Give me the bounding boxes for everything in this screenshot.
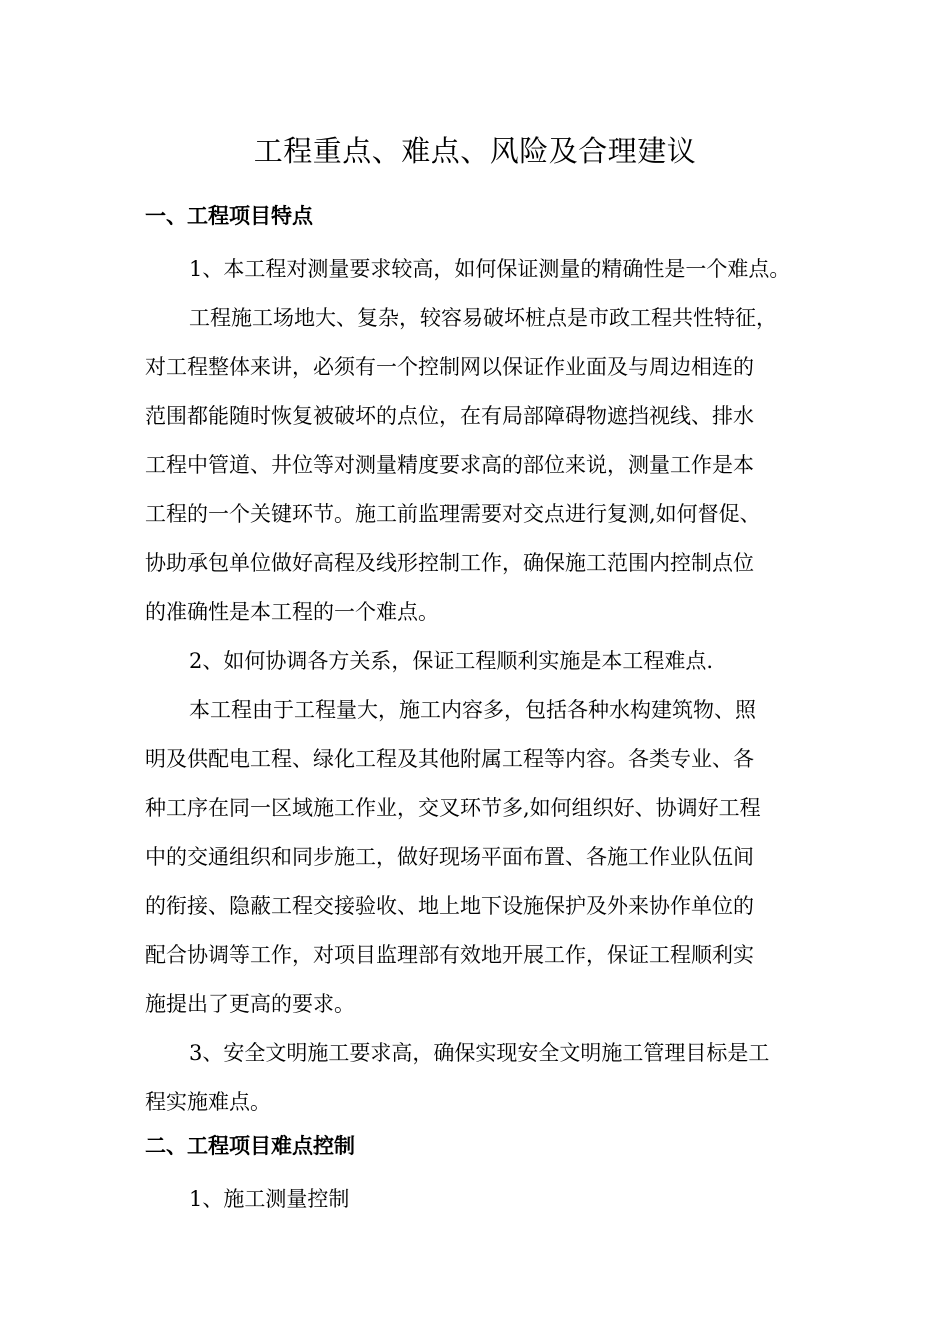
paragraph-2-line: 工程的一个关键环节。施工前监理需要对交点进行复测,如何督促、: [145, 502, 761, 526]
section-1-heading: 一、工程项目特点: [145, 204, 313, 228]
paragraph-5-line: 3、安全文明施工要求高，确保实现安全文明施工管理目标是工: [189, 1041, 770, 1065]
paragraph-2-line: 协助承包单位做好高程及线形控制工作，确保施工范围内控制点位: [145, 551, 754, 575]
paragraph-5: [145, 1029, 817, 1127]
section-2-heading: 二、工程项目难点控制: [145, 1134, 355, 1158]
paragraph-4-line: 配合协调等工作，对项目监理部有效地开展工作，保证工程顺利实: [145, 943, 754, 967]
paragraph-3: 2、如何协调各方关系，保证工程顺利实施是本工程难点.: [189, 649, 714, 673]
paragraph-4-line: 施提出了更高的要求。: [145, 992, 355, 1016]
paragraph-2-line: 范围都能随时恢复被破坏的点位，在有局部障碍物遮挡视线、排水: [145, 404, 754, 428]
paragraph-2-line: 对工程整体来讲，必须有一个控制网以保证作业面及与周边相连的: [145, 355, 754, 379]
paragraph-2-line: 工程施工场地大、复杂，较容易破坏桩点是市政工程共性特征，: [189, 306, 777, 330]
paragraph-4-line: 种工序在同一区域施工作业，交叉环节多,如何组织好、协调好工程: [145, 796, 761, 820]
paragraph-4-line: 的衔接、隐蔽工程交接验收、地上地下设施保护及外来协作单位的: [145, 894, 754, 918]
paragraph-4-line: 中的交通组织和同步施工，做好现场平面布置、各施工作业队伍间: [145, 845, 754, 869]
paragraph-4-line: 本工程由于工程量大，施工内容多，包括各种水构建筑物、照: [189, 698, 756, 722]
document-title: 工程重点、难点、风险及合理建议: [253, 134, 697, 168]
paragraph-4-line: 明及供配电工程、绿化工程及其他附属工程等内容。各类专业、各: [145, 747, 754, 771]
paragraph-4: [145, 686, 817, 1029]
document-body: [145, 197, 817, 1224]
paragraph-2-line: 的准确性是本工程的一个难点。: [145, 600, 439, 624]
paragraph-2: [145, 294, 817, 637]
paragraph-5-line: 程实施难点。: [145, 1090, 271, 1114]
paragraph-1: 1、本工程对测量要求较高，如何保证测量的精确性是一个难点。: [189, 257, 791, 281]
paragraph-6: 1、施工测量控制: [189, 1187, 350, 1211]
paragraph-2-line: 工程中管道、井位等对测量精度要求高的部位来说，测量工作是本: [145, 453, 754, 477]
